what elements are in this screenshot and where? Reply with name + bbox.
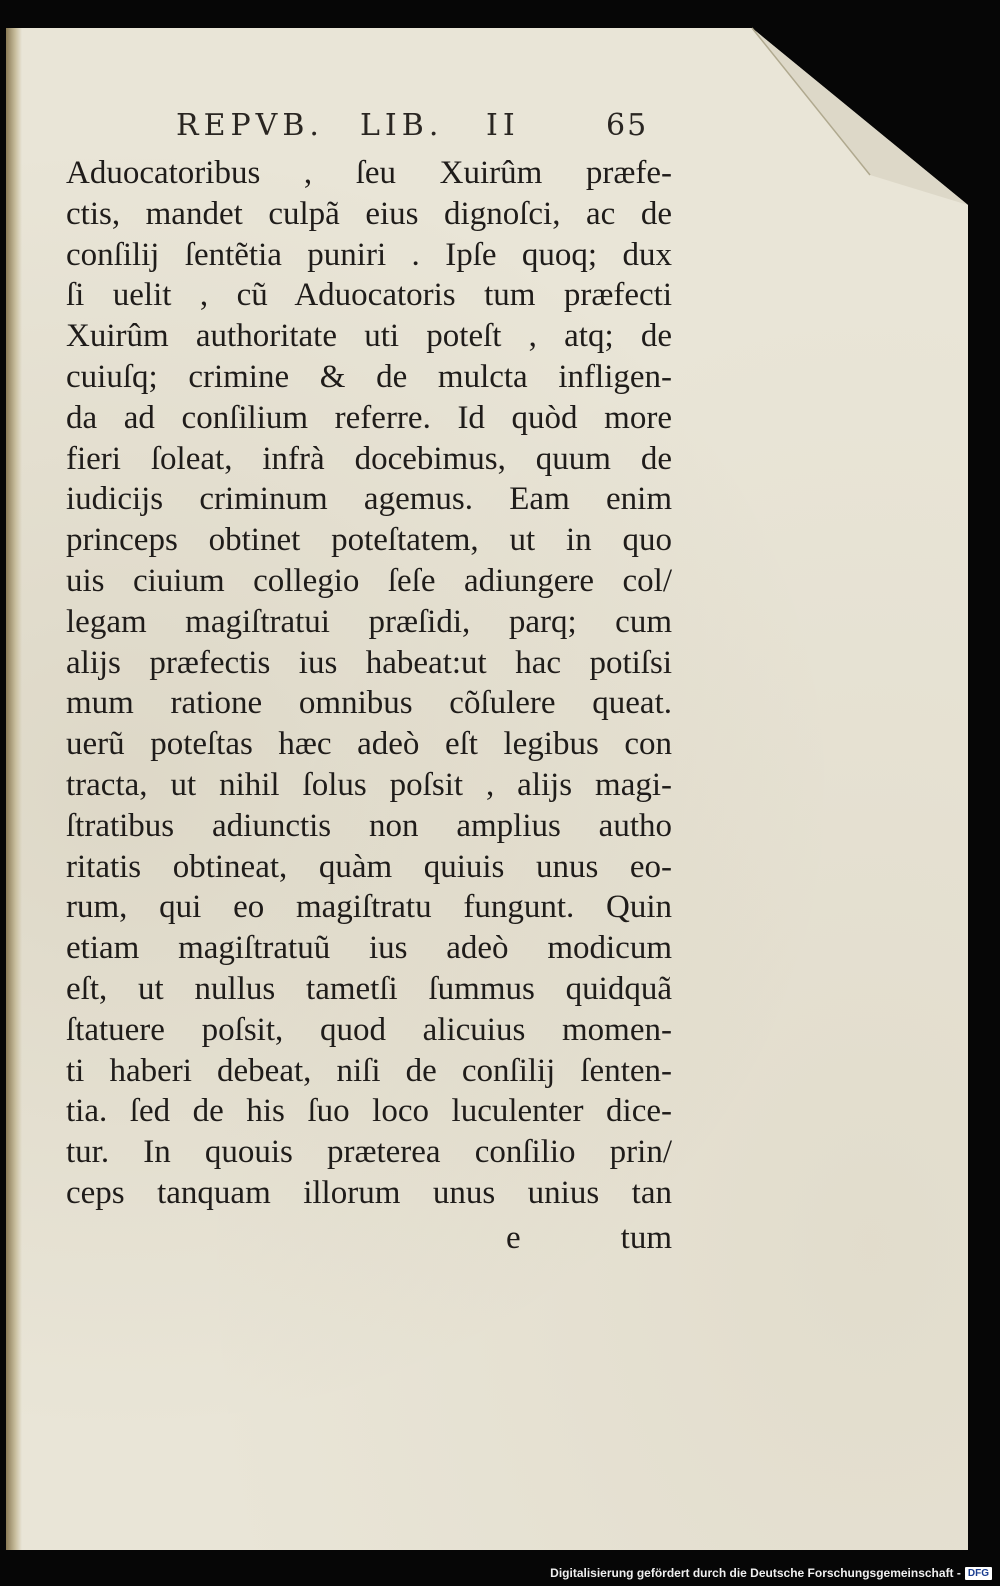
text-line: legam magiſtratui præſidi, parq; cum	[66, 603, 672, 640]
text-line: ſtatuere poſsit, quod alicuius momen-	[66, 1011, 672, 1048]
text-line: ctis, mandet culpã eius dignoſci, ac de	[66, 195, 672, 232]
credit-text: Digitalisierung gefördert durch die Deutsche Forschungsgemeinschaft -	[550, 1566, 961, 1580]
digitization-credit	[550, 1564, 992, 1582]
text-line: eſt, ut nullus tametſi ſummus quidquã	[66, 970, 672, 1007]
text-line: alĳs præfectis ius habeat:ut hac potiſsi	[66, 644, 672, 681]
text-line: mum ratione omnibus cõſulere queat.	[66, 685, 672, 722]
text-line: fieri ſoleat, infrà docebimus, quum de	[66, 440, 672, 477]
text-line: Aduocatoribus , ſeu Xuirûm præfe-	[66, 155, 672, 191]
text-line: etiam magiſtratuũ ius adeò modicum	[66, 930, 672, 967]
text-line: da ad conſilium referre. Id quòd more	[66, 399, 672, 436]
text-line: rum, qui eo magiſtratu fungunt. Quin	[66, 889, 672, 926]
text-line: tracta, ut nihil ſolus poſsit , alĳs magi-	[66, 766, 672, 803]
text-line: ti haberi debeat, niſi de conſilĳ ſenten-	[66, 1052, 672, 1089]
text-line: ritatis obtineat, quàm quiuis unus eo-	[66, 848, 672, 885]
catchword: tum	[620, 1220, 672, 1256]
text-line: Xuirûm authoritate uti poteſt , atq; de	[66, 318, 672, 355]
dfg-logo: DFG	[965, 1567, 992, 1580]
text-line: conſilĳ ſentẽtia puniri . Ipſe quoq; dux	[66, 236, 672, 273]
catchline	[66, 1220, 672, 1260]
text-line: princeps obtinet poteſtatem, ut in quo	[66, 522, 672, 559]
text-line: ceps tanquam illorum unus unius tan	[66, 1174, 672, 1211]
text-line: iudicĳs criminum agemus. Eam enim	[66, 481, 672, 518]
running-header	[168, 108, 668, 148]
page-number: 65	[606, 108, 649, 143]
text-line: ſtratibus adiunctis non amplius autho	[66, 807, 672, 844]
text-line: tia. ſed de his ſuo loco luculenter dice-	[66, 1093, 672, 1130]
text-line: ſi uelit , cũ Aduocatoris tum præfecti	[66, 277, 672, 314]
signature-mark: e	[506, 1220, 521, 1256]
text-line: cuiuſq; crimine & de mulcta infligen-	[66, 358, 672, 395]
text-line: uis ciuium collegio ſeſe adiungere col/	[66, 562, 672, 599]
text-line: tur. In quouis præterea conſilio prin/	[66, 1134, 672, 1171]
running-title: REPVB.	[176, 108, 324, 143]
book-number: II	[486, 108, 520, 143]
body-text	[66, 153, 672, 1214]
book-label: LIB.	[360, 108, 444, 143]
text-line: uerũ poteſtas hæc adeò eſt legibus con	[66, 726, 672, 763]
